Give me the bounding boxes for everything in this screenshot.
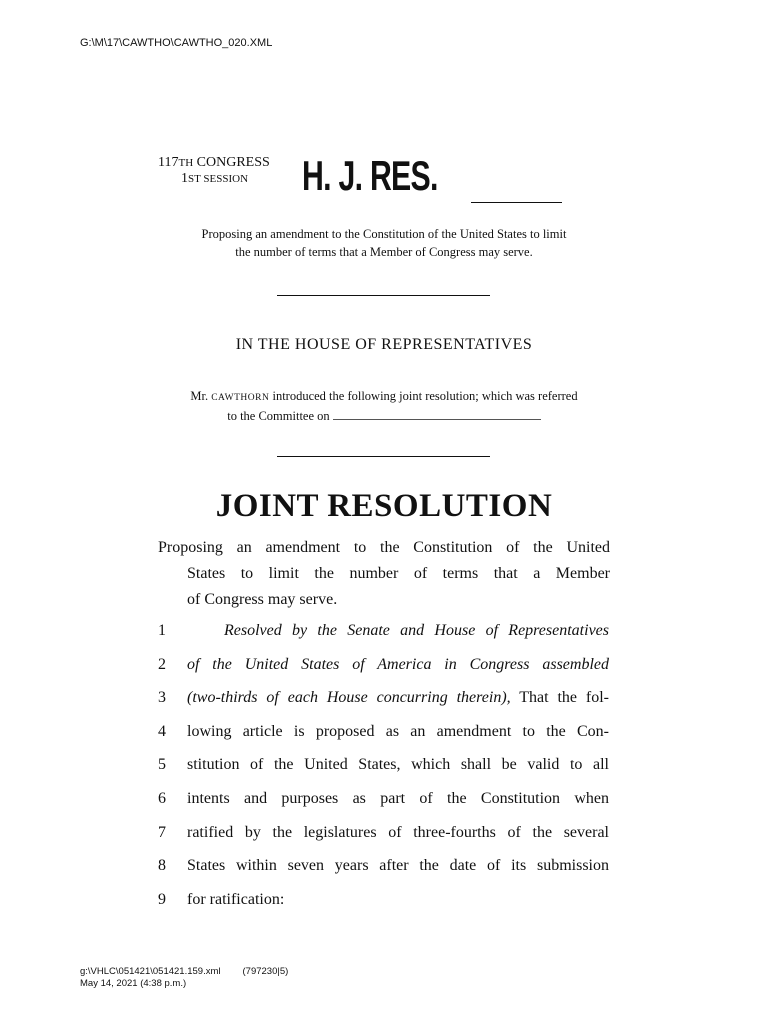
line-number: 2 — [158, 655, 166, 673]
line-number: 7 — [158, 823, 166, 841]
line-text: stitution of the United States, which shall be valid to all — [187, 756, 609, 774]
introduction-line: to the Committee on — [150, 407, 618, 425]
line-number: 8 — [158, 857, 166, 875]
bill-number-blank — [471, 202, 562, 203]
congress-number: 117TH CONGRESS — [158, 155, 270, 170]
congress-session-block — [158, 155, 270, 187]
line-text: for ratification: — [187, 890, 285, 908]
line-number: 9 — [158, 890, 166, 908]
line-text: States within seven years after the date of its submission — [187, 857, 609, 875]
line-number: 3 — [158, 689, 166, 707]
purpose-line: Proposing an amendment to the Constitution of the United — [158, 539, 610, 556]
line-text: intents and purposes as part of the Constitution when — [187, 790, 609, 807]
line-text: Resolved by the Senate and House of Representatives — [224, 622, 609, 639]
short-summary-line: the number of terms that a Member of Congress may serve. — [235, 245, 533, 259]
short-summary — [150, 225, 618, 261]
footer-file: g:\VHLC\051421\051421.159.xml — [80, 966, 221, 977]
purpose-line: of Congress may serve. — [187, 591, 338, 608]
line-text: of the United States of America in Congress assembled — [187, 655, 609, 673]
purpose-line: States to limit the number of terms that a Member — [187, 565, 610, 582]
footer — [80, 966, 288, 990]
session-number: 1ST SESSION — [181, 171, 249, 186]
line-number: 4 — [158, 722, 166, 740]
purpose — [158, 535, 610, 613]
chamber-heading: IN THE HOUSE OF REPRESENTATIVES — [235, 336, 533, 353]
line-number: 6 — [158, 790, 166, 807]
line-text: (two-thirds of each House concurring therein), That the fol- — [187, 689, 609, 707]
document-title: JOINT RESOLUTION — [215, 488, 553, 524]
divider — [277, 295, 490, 296]
footer-code: (797230|5) — [242, 966, 289, 977]
sponsor-name: CAWTHORN — [211, 393, 270, 403]
footer-timestamp: May 14, 2021 (4:38 p.m.) — [80, 978, 187, 989]
line-text: lowing article is proposed as an amendment to the Con- — [187, 722, 609, 740]
introduction — [150, 387, 618, 425]
file-path: G:\M\17\CAWTHO\CAWTHO_020.XML — [80, 37, 273, 49]
introduction-line: Mr. CAWTHORN introduced the following joint resolution; which was referred — [190, 389, 578, 403]
committee-blank — [333, 419, 541, 420]
short-summary-line: Proposing an amendment to the Constitution of the United States to limit — [201, 227, 567, 241]
bill-designation: H. J. RES. — [302, 152, 438, 199]
line-number: 5 — [158, 756, 166, 774]
line-text: ratified by the legislatures of three-fourths of the several — [187, 823, 609, 841]
line-number: 1 — [158, 622, 166, 639]
divider — [277, 456, 490, 457]
